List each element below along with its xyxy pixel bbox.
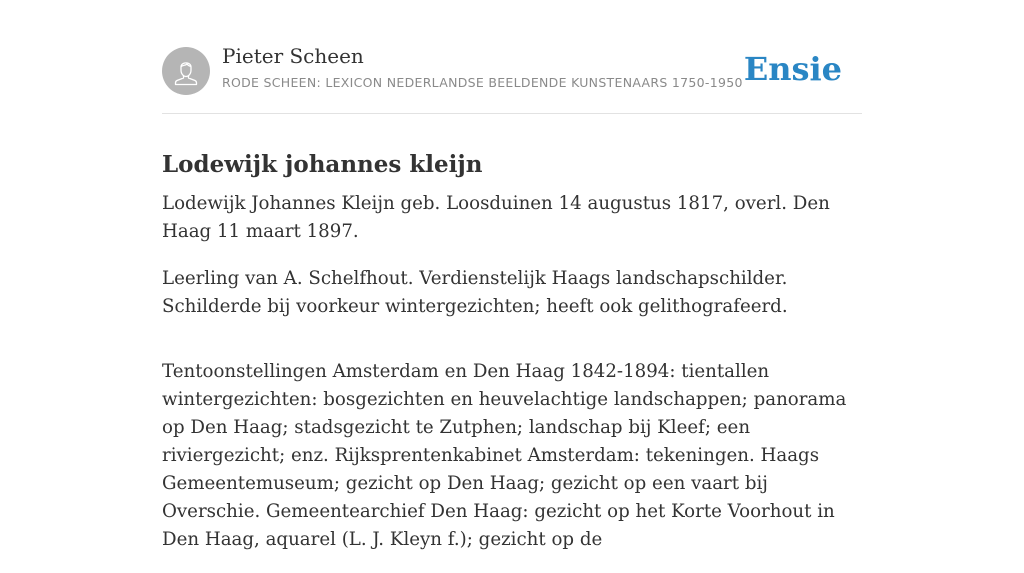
article-container: [162, 0, 862, 550]
article-body: [162, 190, 864, 573]
ensie-logo[interactable]: Ensie: [743, 50, 842, 88]
article-title: Lodewijk johannes kleijn: [162, 151, 483, 179]
author-name[interactable]: Pieter Scheen: [222, 44, 364, 68]
source-title[interactable]: RODE SCHEEN: LEXICON NEDERLANDSE BEELDENDE KUNSTENAARS 1750-1950: [222, 75, 743, 90]
article-header: [162, 0, 862, 114]
paragraph-training: Leerling van A. Schelfhout. Verdienstelijk Haags landschapschilder. Schilderde bij voorkeur wintergezichten; heeft ook gelithografeerd.: [162, 268, 788, 317]
author-avatar[interactable]: [162, 47, 210, 95]
user-icon: [162, 47, 210, 95]
paragraph-biography: Lodewijk Johannes Kleijn geb. Loosduinen 14 augustus 1817, overl. Den Haag 11 maart 1897.: [162, 193, 830, 242]
paragraph-exhibitions: Tentoonstellingen Amsterdam en Den Haag 1842-1894: tientallen wintergezichten: bosgezichten en heuvelachtige landschappen; panorama op Den Haag; stadsgezicht te Zutphen; landschap bij Kleef; een riviergezicht; enz. Rijksprentenkabinet Amsterdam: tekeningen. Haags Gemeentemuseum; gezicht op Den Haag; gezicht op een vaart bij Overschie. Gemeentearchief Den Haag: gezicht op het Korte Voorhout in Den Haag, aquarel (L. J. Kleyn f.); gezicht op de: [162, 361, 847, 550]
